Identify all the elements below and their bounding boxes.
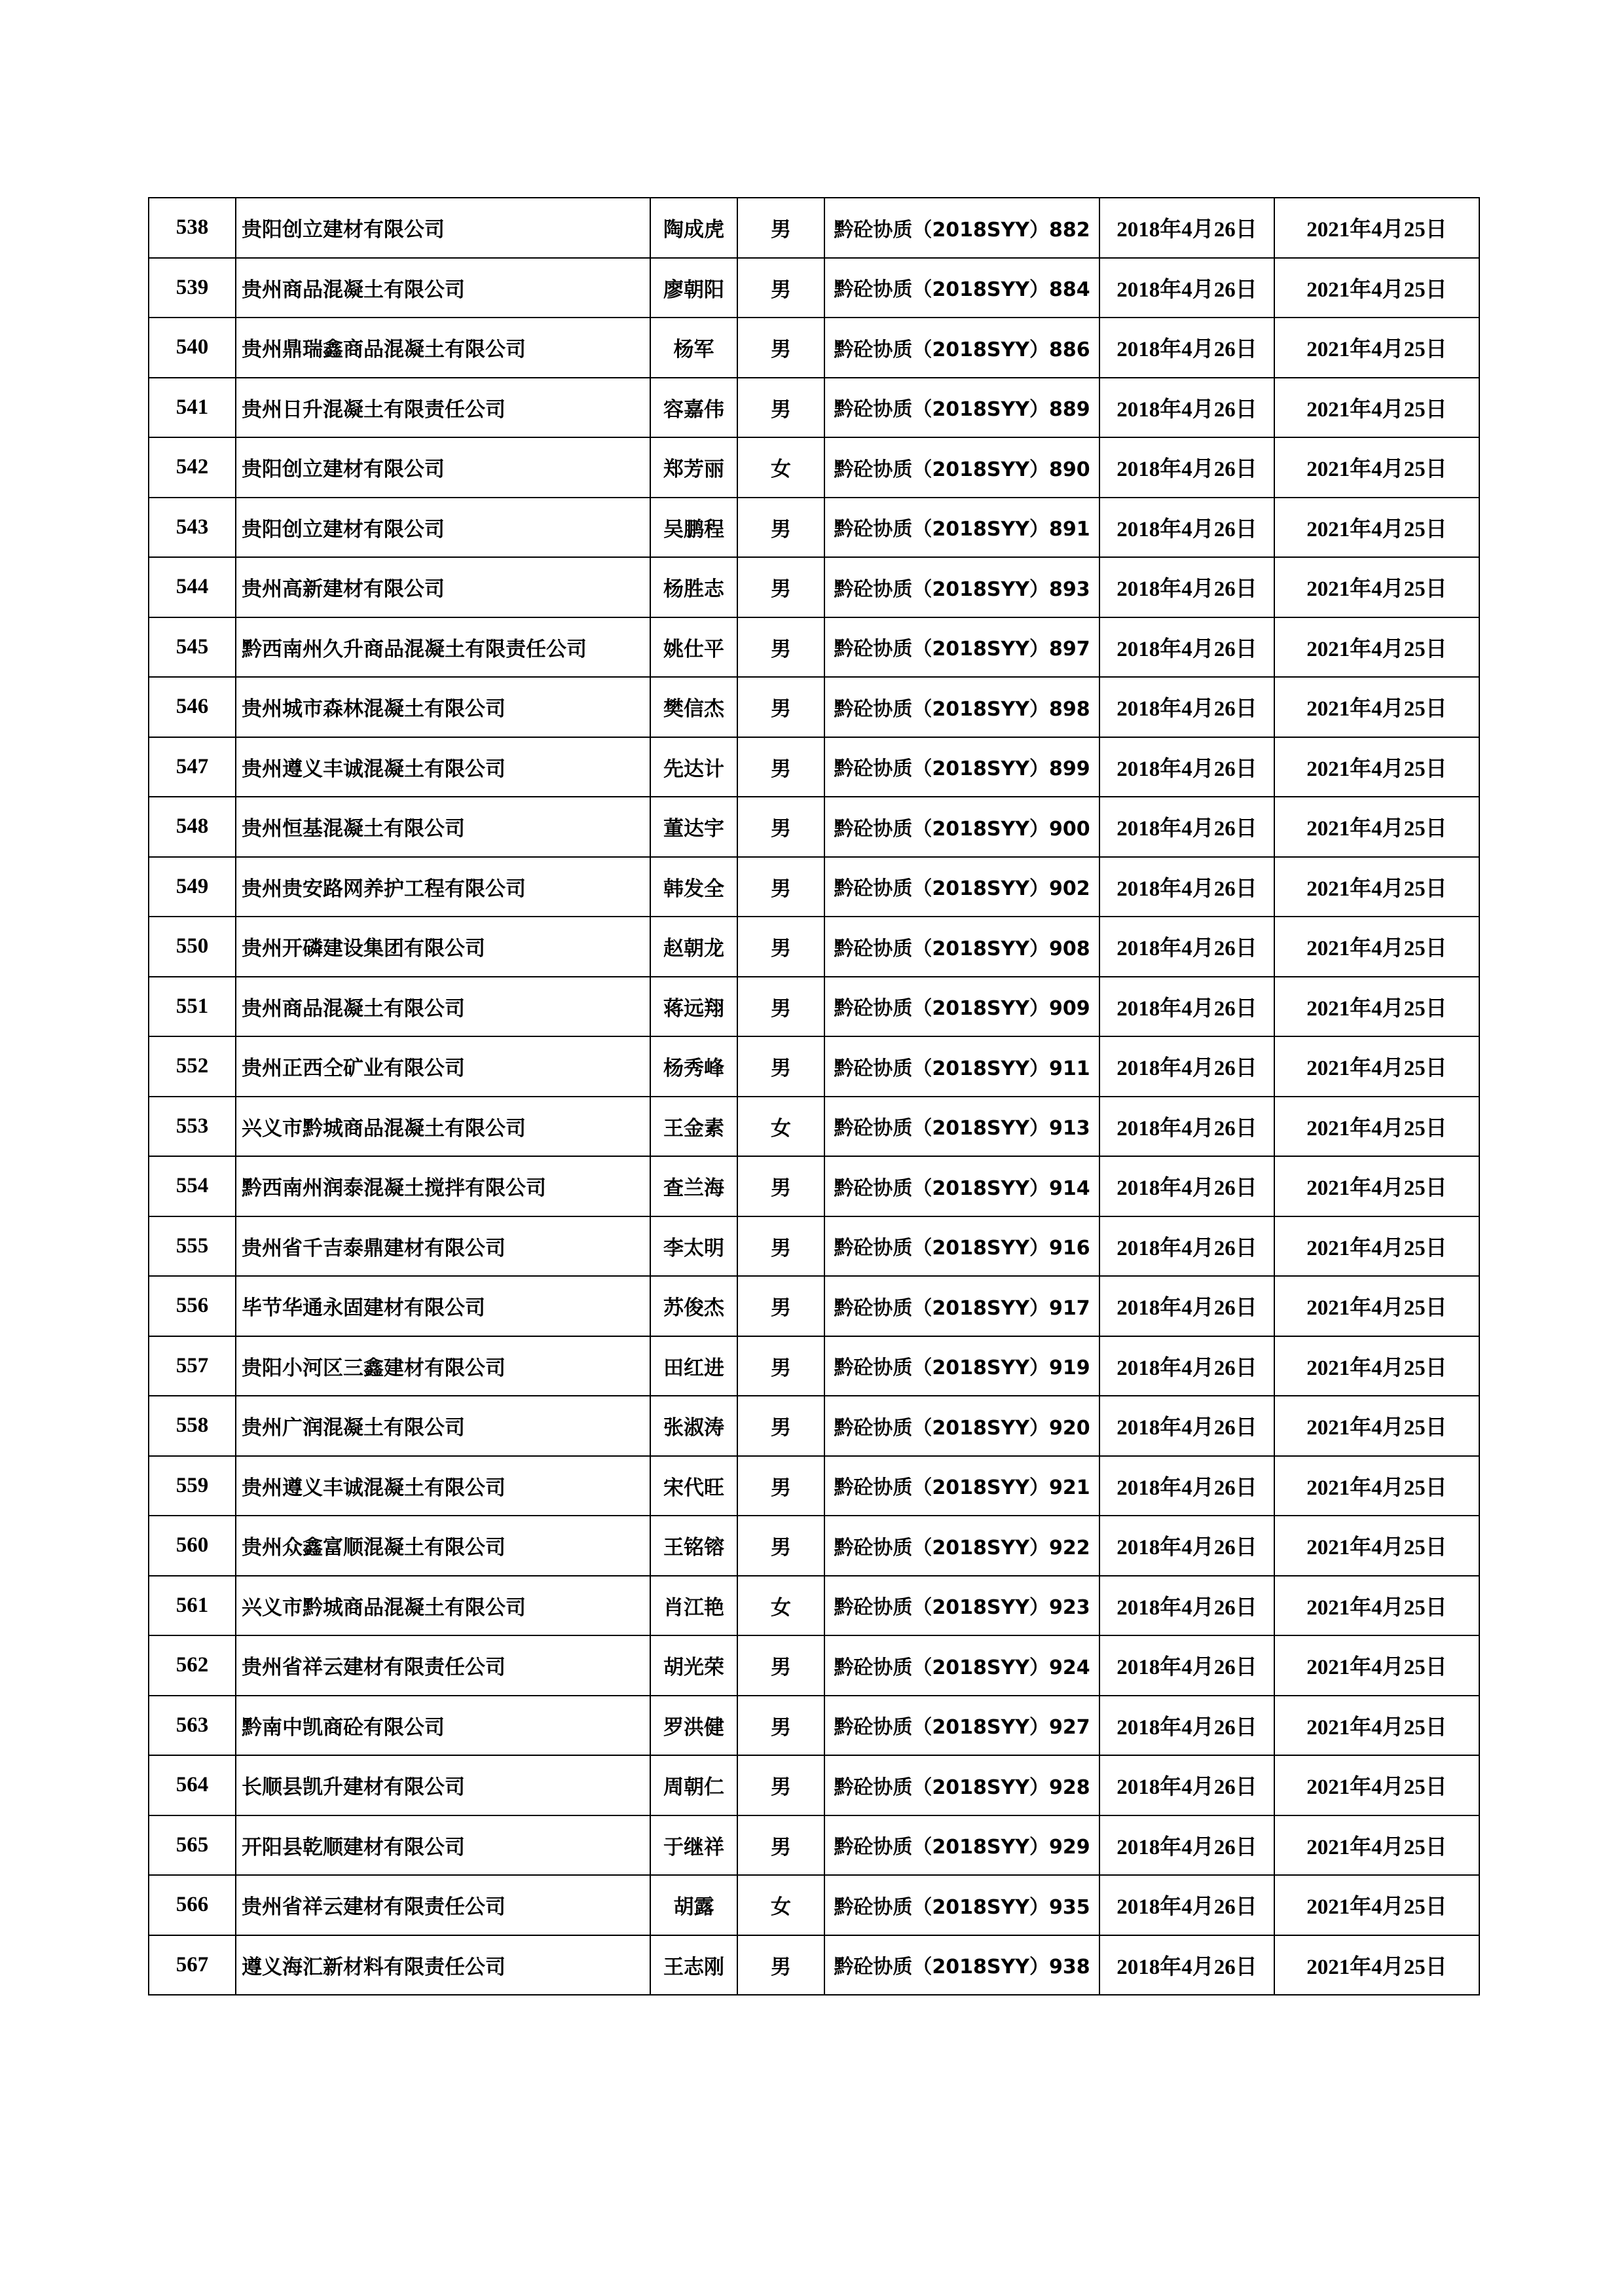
person-name-cell: 周朝仁 — [650, 1755, 737, 1815]
company-cell: 贵州省祥云建材有限责任公司 — [236, 1635, 650, 1696]
certificate-number-cell: 黔砼协质（2018SYY）913 — [824, 1097, 1099, 1157]
issue-date-cell: 2018年4月26日 — [1099, 1815, 1274, 1876]
company-cell: 贵州高新建材有限公司 — [236, 557, 650, 617]
gender-cell: 男 — [737, 917, 824, 977]
person-name-cell: 王金素 — [650, 1097, 737, 1157]
company-cell: 开阳县乾顺建材有限公司 — [236, 1815, 650, 1876]
expiry-date-cell: 2021年4月25日 — [1274, 1696, 1479, 1756]
gender-cell: 男 — [737, 677, 824, 737]
issue-date-cell: 2018年4月26日 — [1099, 198, 1274, 258]
person-name-cell: 杨军 — [650, 318, 737, 378]
gender-cell: 男 — [737, 737, 824, 797]
certificate-table — [148, 197, 1480, 1995]
certificate-number-cell: 黔砼协质（2018SYY）900 — [824, 797, 1099, 857]
table-row — [149, 1216, 1479, 1277]
issue-date-cell: 2018年4月26日 — [1099, 498, 1274, 558]
row-number-cell: 550 — [149, 917, 236, 977]
certificate-number-cell: 黔砼协质（2018SYY）902 — [824, 857, 1099, 917]
row-number-cell: 540 — [149, 318, 236, 378]
gender-cell: 男 — [737, 1935, 824, 1995]
row-number-cell: 542 — [149, 437, 236, 498]
table-row — [149, 797, 1479, 857]
expiry-date-cell: 2021年4月25日 — [1274, 917, 1479, 977]
expiry-date-cell: 2021年4月25日 — [1274, 737, 1479, 797]
certificate-number-cell: 黔砼协质（2018SYY）935 — [824, 1875, 1099, 1935]
table-row — [149, 1576, 1479, 1636]
issue-date-cell: 2018年4月26日 — [1099, 1935, 1274, 1995]
row-number-cell: 549 — [149, 857, 236, 917]
table-row — [149, 1156, 1479, 1216]
expiry-date-cell: 2021年4月25日 — [1274, 1396, 1479, 1456]
certificate-number-cell: 黔砼协质（2018SYY）917 — [824, 1276, 1099, 1336]
gender-cell: 男 — [737, 378, 824, 438]
person-name-cell: 赵朝龙 — [650, 917, 737, 977]
certificate-number-cell: 黔砼协质（2018SYY）923 — [824, 1576, 1099, 1636]
gender-cell: 男 — [737, 1216, 824, 1277]
company-cell: 贵州开磷建设集团有限公司 — [236, 917, 650, 977]
row-number-cell: 545 — [149, 617, 236, 678]
company-cell: 贵州遵义丰诚混凝土有限公司 — [236, 1456, 650, 1516]
gender-cell: 女 — [737, 1875, 824, 1935]
issue-date-cell: 2018年4月26日 — [1099, 737, 1274, 797]
table-row — [149, 1036, 1479, 1097]
row-number-cell: 567 — [149, 1935, 236, 1995]
issue-date-cell: 2018年4月26日 — [1099, 977, 1274, 1037]
row-number-cell: 547 — [149, 737, 236, 797]
gender-cell: 男 — [737, 1396, 824, 1456]
certificate-number-cell: 黔砼协质（2018SYY）929 — [824, 1815, 1099, 1876]
table-row — [149, 1815, 1479, 1876]
company-cell: 贵州鼎瑞鑫商品混凝土有限公司 — [236, 318, 650, 378]
company-cell: 贵州商品混凝土有限公司 — [236, 977, 650, 1037]
person-name-cell: 容嘉伟 — [650, 378, 737, 438]
table-row — [149, 977, 1479, 1037]
company-cell: 长顺县凯升建材有限公司 — [236, 1755, 650, 1815]
table-row — [149, 677, 1479, 737]
table-row — [149, 258, 1479, 318]
person-name-cell: 董达宇 — [650, 797, 737, 857]
table-row — [149, 1935, 1479, 1995]
company-cell: 贵阳创立建材有限公司 — [236, 437, 650, 498]
table-row — [149, 857, 1479, 917]
company-cell: 贵州贵安路网养护工程有限公司 — [236, 857, 650, 917]
row-number-cell: 555 — [149, 1216, 236, 1277]
person-name-cell: 王铭镕 — [650, 1516, 737, 1576]
issue-date-cell: 2018年4月26日 — [1099, 1276, 1274, 1336]
table-row — [149, 917, 1479, 977]
issue-date-cell: 2018年4月26日 — [1099, 1456, 1274, 1516]
gender-cell: 男 — [737, 797, 824, 857]
row-number-cell: 539 — [149, 258, 236, 318]
person-name-cell: 姚仕平 — [650, 617, 737, 678]
table-row — [149, 378, 1479, 438]
person-name-cell: 罗洪健 — [650, 1696, 737, 1756]
row-number-cell: 546 — [149, 677, 236, 737]
company-cell: 黔西南州久升商品混凝土有限责任公司 — [236, 617, 650, 678]
company-cell: 贵阳小河区三鑫建材有限公司 — [236, 1336, 650, 1396]
row-number-cell: 544 — [149, 557, 236, 617]
certificate-number-cell: 黔砼协质（2018SYY）911 — [824, 1036, 1099, 1097]
certificate-number-cell: 黔砼协质（2018SYY）909 — [824, 977, 1099, 1037]
certificate-number-cell: 黔砼协质（2018SYY）938 — [824, 1935, 1099, 1995]
row-number-cell: 543 — [149, 498, 236, 558]
issue-date-cell: 2018年4月26日 — [1099, 1396, 1274, 1456]
expiry-date-cell: 2021年4月25日 — [1274, 1156, 1479, 1216]
certificate-number-cell: 黔砼协质（2018SYY）924 — [824, 1635, 1099, 1696]
gender-cell: 女 — [737, 1097, 824, 1157]
issue-date-cell: 2018年4月26日 — [1099, 1696, 1274, 1756]
row-number-cell: 548 — [149, 797, 236, 857]
issue-date-cell: 2018年4月26日 — [1099, 378, 1274, 438]
person-name-cell: 苏俊杰 — [650, 1276, 737, 1336]
person-name-cell: 田红进 — [650, 1336, 737, 1396]
expiry-date-cell: 2021年4月25日 — [1274, 617, 1479, 678]
issue-date-cell: 2018年4月26日 — [1099, 1516, 1274, 1576]
gender-cell: 男 — [737, 498, 824, 558]
certificate-number-cell: 黔砼协质（2018SYY）889 — [824, 378, 1099, 438]
certificate-number-cell: 黔砼协质（2018SYY）897 — [824, 617, 1099, 678]
table-row — [149, 1456, 1479, 1516]
expiry-date-cell: 2021年4月25日 — [1274, 198, 1479, 258]
gender-cell: 男 — [737, 857, 824, 917]
company-cell: 毕节华通永固建材有限公司 — [236, 1276, 650, 1336]
row-number-cell: 561 — [149, 1576, 236, 1636]
issue-date-cell: 2018年4月26日 — [1099, 1216, 1274, 1277]
gender-cell: 男 — [737, 1516, 824, 1576]
table-row — [149, 318, 1479, 378]
row-number-cell: 560 — [149, 1516, 236, 1576]
row-number-cell: 564 — [149, 1755, 236, 1815]
person-name-cell: 肖江艳 — [650, 1576, 737, 1636]
row-number-cell: 541 — [149, 378, 236, 438]
gender-cell: 男 — [737, 1755, 824, 1815]
person-name-cell: 韩发全 — [650, 857, 737, 917]
company-cell: 黔南中凯商砼有限公司 — [236, 1696, 650, 1756]
company-cell: 黔西南州润泰混凝土搅拌有限公司 — [236, 1156, 650, 1216]
row-number-cell: 565 — [149, 1815, 236, 1876]
gender-cell: 男 — [737, 1036, 824, 1097]
certificate-number-cell: 黔砼协质（2018SYY）899 — [824, 737, 1099, 797]
person-name-cell: 吴鹏程 — [650, 498, 737, 558]
gender-cell: 男 — [737, 617, 824, 678]
certificate-number-cell: 黔砼协质（2018SYY）922 — [824, 1516, 1099, 1576]
expiry-date-cell: 2021年4月25日 — [1274, 1456, 1479, 1516]
company-cell: 贵州众鑫富顺混凝土有限公司 — [236, 1516, 650, 1576]
row-number-cell: 551 — [149, 977, 236, 1037]
gender-cell: 男 — [737, 258, 824, 318]
row-number-cell: 559 — [149, 1456, 236, 1516]
table-row — [149, 1336, 1479, 1396]
issue-date-cell: 2018年4月26日 — [1099, 318, 1274, 378]
gender-cell: 男 — [737, 1336, 824, 1396]
expiry-date-cell: 2021年4月25日 — [1274, 1815, 1479, 1876]
issue-date-cell: 2018年4月26日 — [1099, 677, 1274, 737]
company-cell: 兴义市黔城商品混凝土有限公司 — [236, 1576, 650, 1636]
issue-date-cell: 2018年4月26日 — [1099, 1755, 1274, 1815]
company-cell: 遵义海汇新材料有限责任公司 — [236, 1935, 650, 1995]
person-name-cell: 廖朝阳 — [650, 258, 737, 318]
company-cell: 贵州城市森林混凝土有限公司 — [236, 677, 650, 737]
expiry-date-cell: 2021年4月25日 — [1274, 437, 1479, 498]
certificate-number-cell: 黔砼协质（2018SYY）886 — [824, 318, 1099, 378]
table-row — [149, 1755, 1479, 1815]
expiry-date-cell: 2021年4月25日 — [1274, 1276, 1479, 1336]
issue-date-cell: 2018年4月26日 — [1099, 258, 1274, 318]
certificate-number-cell: 黔砼协质（2018SYY）927 — [824, 1696, 1099, 1756]
certificate-number-cell: 黔砼协质（2018SYY）914 — [824, 1156, 1099, 1216]
table-body — [149, 198, 1479, 1995]
expiry-date-cell: 2021年4月25日 — [1274, 857, 1479, 917]
row-number-cell: 552 — [149, 1036, 236, 1097]
expiry-date-cell: 2021年4月25日 — [1274, 677, 1479, 737]
company-cell: 贵州日升混凝土有限责任公司 — [236, 378, 650, 438]
row-number-cell: 538 — [149, 198, 236, 258]
expiry-date-cell: 2021年4月25日 — [1274, 557, 1479, 617]
row-number-cell: 562 — [149, 1635, 236, 1696]
gender-cell: 男 — [737, 1696, 824, 1756]
company-cell: 贵阳创立建材有限公司 — [236, 498, 650, 558]
row-number-cell: 553 — [149, 1097, 236, 1157]
expiry-date-cell: 2021年4月25日 — [1274, 1216, 1479, 1277]
person-name-cell: 胡露 — [650, 1875, 737, 1935]
certificate-number-cell: 黔砼协质（2018SYY）921 — [824, 1456, 1099, 1516]
issue-date-cell: 2018年4月26日 — [1099, 857, 1274, 917]
table-row — [149, 1875, 1479, 1935]
expiry-date-cell: 2021年4月25日 — [1274, 1036, 1479, 1097]
company-cell: 贵州遵义丰诚混凝土有限公司 — [236, 737, 650, 797]
certificate-number-cell: 黔砼协质（2018SYY）884 — [824, 258, 1099, 318]
table-row — [149, 617, 1479, 678]
certificate-number-cell: 黔砼协质（2018SYY）916 — [824, 1216, 1099, 1277]
table-row — [149, 1635, 1479, 1696]
issue-date-cell: 2018年4月26日 — [1099, 1576, 1274, 1636]
table-row — [149, 1516, 1479, 1576]
person-name-cell: 张淑涛 — [650, 1396, 737, 1456]
table-row — [149, 557, 1479, 617]
expiry-date-cell: 2021年4月25日 — [1274, 1336, 1479, 1396]
expiry-date-cell: 2021年4月25日 — [1274, 797, 1479, 857]
issue-date-cell: 2018年4月26日 — [1099, 557, 1274, 617]
person-name-cell: 杨胜志 — [650, 557, 737, 617]
issue-date-cell: 2018年4月26日 — [1099, 1635, 1274, 1696]
person-name-cell: 郑芳丽 — [650, 437, 737, 498]
certificate-number-cell: 黔砼协质（2018SYY）893 — [824, 557, 1099, 617]
person-name-cell: 先达计 — [650, 737, 737, 797]
issue-date-cell: 2018年4月26日 — [1099, 1336, 1274, 1396]
gender-cell: 男 — [737, 977, 824, 1037]
person-name-cell: 胡光荣 — [650, 1635, 737, 1696]
company-cell: 贵州省千吉泰鼎建材有限公司 — [236, 1216, 650, 1277]
expiry-date-cell: 2021年4月25日 — [1274, 258, 1479, 318]
issue-date-cell: 2018年4月26日 — [1099, 437, 1274, 498]
person-name-cell: 于继祥 — [650, 1815, 737, 1876]
certificate-number-cell: 黔砼协质（2018SYY）908 — [824, 917, 1099, 977]
issue-date-cell: 2018年4月26日 — [1099, 917, 1274, 977]
gender-cell: 男 — [737, 1276, 824, 1336]
gender-cell: 男 — [737, 1635, 824, 1696]
expiry-date-cell: 2021年4月25日 — [1274, 1635, 1479, 1696]
certificate-number-cell: 黔砼协质（2018SYY）898 — [824, 677, 1099, 737]
gender-cell: 男 — [737, 557, 824, 617]
issue-date-cell: 2018年4月26日 — [1099, 617, 1274, 678]
gender-cell: 男 — [737, 1815, 824, 1876]
row-number-cell: 566 — [149, 1875, 236, 1935]
expiry-date-cell: 2021年4月25日 — [1274, 1516, 1479, 1576]
table-row — [149, 437, 1479, 498]
person-name-cell: 樊信杰 — [650, 677, 737, 737]
table-row — [149, 737, 1479, 797]
company-cell: 贵州广润混凝土有限公司 — [236, 1396, 650, 1456]
person-name-cell: 王志刚 — [650, 1935, 737, 1995]
expiry-date-cell: 2021年4月25日 — [1274, 1755, 1479, 1815]
person-name-cell: 陶成虎 — [650, 198, 737, 258]
issue-date-cell: 2018年4月26日 — [1099, 1097, 1274, 1157]
row-number-cell: 554 — [149, 1156, 236, 1216]
gender-cell: 男 — [737, 1456, 824, 1516]
person-name-cell: 李太明 — [650, 1216, 737, 1277]
gender-cell: 男 — [737, 1156, 824, 1216]
gender-cell: 女 — [737, 1576, 824, 1636]
person-name-cell: 杨秀峰 — [650, 1036, 737, 1097]
certificate-number-cell: 黔砼协质（2018SYY）928 — [824, 1755, 1099, 1815]
table-row — [149, 1097, 1479, 1157]
expiry-date-cell: 2021年4月25日 — [1274, 1935, 1479, 1995]
company-cell: 贵州恒基混凝土有限公司 — [236, 797, 650, 857]
person-name-cell: 宋代旺 — [650, 1456, 737, 1516]
certificate-number-cell: 黔砼协质（2018SYY）891 — [824, 498, 1099, 558]
certificate-number-cell: 黔砼协质（2018SYY）920 — [824, 1396, 1099, 1456]
expiry-date-cell: 2021年4月25日 — [1274, 378, 1479, 438]
person-name-cell: 蒋远翔 — [650, 977, 737, 1037]
issue-date-cell: 2018年4月26日 — [1099, 1036, 1274, 1097]
company-cell: 兴义市黔城商品混凝土有限公司 — [236, 1097, 650, 1157]
expiry-date-cell: 2021年4月25日 — [1274, 1576, 1479, 1636]
row-number-cell: 558 — [149, 1396, 236, 1456]
table-row — [149, 1696, 1479, 1756]
table-row — [149, 1396, 1479, 1456]
gender-cell: 男 — [737, 318, 824, 378]
certificate-number-cell: 黔砼协质（2018SYY）919 — [824, 1336, 1099, 1396]
certificate-number-cell: 黔砼协质（2018SYY）890 — [824, 437, 1099, 498]
company-cell: 贵州省祥云建材有限责任公司 — [236, 1875, 650, 1935]
table-row — [149, 1276, 1479, 1336]
expiry-date-cell: 2021年4月25日 — [1274, 498, 1479, 558]
issue-date-cell: 2018年4月26日 — [1099, 797, 1274, 857]
expiry-date-cell: 2021年4月25日 — [1274, 1097, 1479, 1157]
issue-date-cell: 2018年4月26日 — [1099, 1156, 1274, 1216]
certificate-number-cell: 黔砼协质（2018SYY）882 — [824, 198, 1099, 258]
expiry-date-cell: 2021年4月25日 — [1274, 318, 1479, 378]
gender-cell: 女 — [737, 437, 824, 498]
gender-cell: 男 — [737, 198, 824, 258]
person-name-cell: 查兰海 — [650, 1156, 737, 1216]
company-cell: 贵阳创立建材有限公司 — [236, 198, 650, 258]
row-number-cell: 557 — [149, 1336, 236, 1396]
issue-date-cell: 2018年4月26日 — [1099, 1875, 1274, 1935]
expiry-date-cell: 2021年4月25日 — [1274, 1875, 1479, 1935]
table-row — [149, 198, 1479, 258]
row-number-cell: 556 — [149, 1276, 236, 1336]
company-cell: 贵州正西仝矿业有限公司 — [236, 1036, 650, 1097]
company-cell: 贵州商品混凝土有限公司 — [236, 258, 650, 318]
table-row — [149, 498, 1479, 558]
row-number-cell: 563 — [149, 1696, 236, 1756]
expiry-date-cell: 2021年4月25日 — [1274, 977, 1479, 1037]
